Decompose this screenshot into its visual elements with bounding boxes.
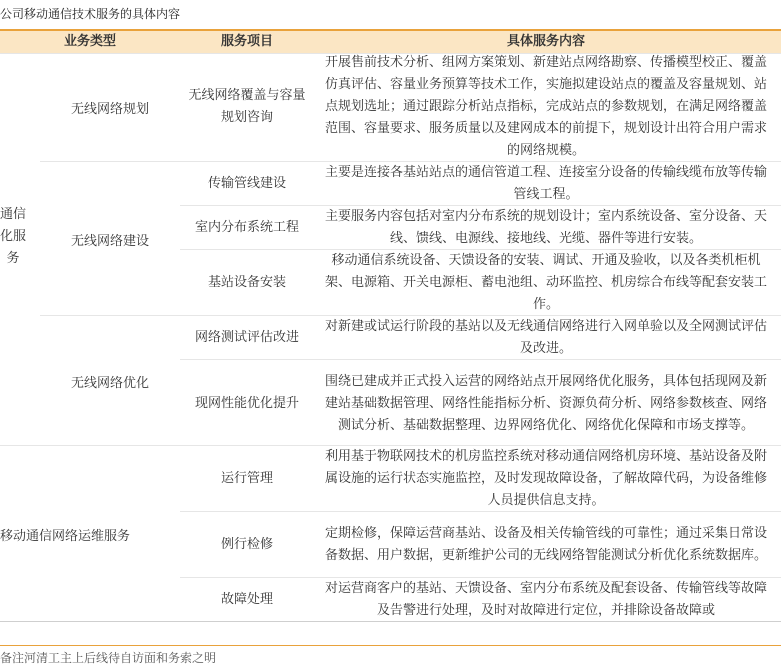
row-divider [180, 359, 781, 360]
row-divider [180, 577, 781, 578]
footer-rule [0, 645, 781, 646]
service-content: 移动通信系统设备、天馈设备的安装、调试、开通及验收，以及各类机柜机架、电源箱、开关电源柜、蓄电池组、动环监控、机房综合布线等配套安装工作。 [324, 253, 767, 312]
service-content: 开展售前技术分析、组网方案策划、新建站点网络勘察、传播模型校正、覆盖仿真评估、容量业务预算等技术工作，实施拟建设站点的覆盖及容量规划、站点规划选址；通过跟踪分析站点指标，完成站点的参数规划，在满足网络覆盖范围、容量要求、服务质量以及建网成本的前提下，规划设计出符合用户需求的网络规模。 [324, 55, 767, 158]
header-service: 服务项目 [220, 34, 273, 49]
service-content: 围绕已建成并正式投入运营的网络站点开展网络优化服务，具体包括现网及新建站基础数据管理、网络性能指标分析、资源负荷分析、网络参数核查、网络测试分析、基础数据整理、边界网络优化、网络优化保障和市场支撑等。 [324, 374, 767, 433]
service-item: 现网性能优化提升 [194, 396, 299, 411]
service-item: 运行管理 [220, 471, 273, 486]
category-mobile-optimization: 通信 化服 务 [0, 207, 27, 266]
sub-wireless-construction: 无线网络建设 [70, 233, 149, 249]
row-divider [180, 249, 781, 250]
service-content: 对新建或试运行阶段的基站以及无线通信网络进行入网单验以及全网测试评估及改进。 [324, 319, 767, 356]
row-divider [0, 53, 781, 54]
service-item: 网络测试评估改进 [194, 330, 299, 345]
table-title: 公司移动通信技术服务的具体内容 [0, 7, 181, 21]
service-content: 主要是连接各基站站点的通信管道工程、连接室分设备的传输线缆布放等传输管线工程。 [324, 165, 767, 202]
service-content: 利用基于物联网技术的机房监控系统对移动通信网络机房环境、基站设备及附属设施的运行状态实施监控，及时发现故障设备，了解故障代码，为设备维修人员提供信息支持。 [324, 449, 767, 508]
header-content: 具体服务内容 [506, 34, 585, 49]
sub-wireless-planning: 无线网络规划 [70, 101, 149, 117]
service-content: 主要服务内容包括对室内分布系统的规划设计；室内系统设备、室分设备、天线、馈线、电源线、接地线、光缆、器件等进行安装。 [324, 209, 767, 246]
row-divider [180, 205, 781, 206]
service-item: 基站设备安装 [207, 275, 286, 290]
service-item: 例行检修 [220, 537, 273, 552]
row-divider [40, 161, 781, 162]
header-type: 业务类型 [63, 34, 116, 49]
sub-wireless-optimization: 无线网络优化 [70, 375, 149, 391]
service-content: 定期检修，保障运营商基站、设备及相关传输管线的可靠性；通过采集日常设备数据、用户数据，更新维护公司的无线网络智能测试分析优化系统数据库。 [324, 526, 767, 563]
service-item: 传输管线建设 [207, 176, 286, 191]
service-item: 无线网络覆盖与容量规划咨询 [188, 88, 306, 125]
row-divider [0, 445, 781, 446]
row-divider [40, 315, 781, 316]
bottom-rule [0, 621, 781, 622]
category-mobile-ops: 移动通信网络运维服务 [0, 528, 131, 544]
row-divider [180, 511, 781, 512]
table-header [0, 31, 781, 53]
service-item: 室内分布系统工程 [194, 220, 299, 235]
service-item: 故障处理 [220, 592, 273, 607]
footnote: 备注河清工主上后线待自访面和务索之明 [0, 651, 217, 665]
service-content: 对运营商客户的基站、天馈设备、室内分布系统及配套设备、传输管线等故障及告警进行处理，及时对故障进行定位，并排除设备故障或 [324, 581, 767, 618]
